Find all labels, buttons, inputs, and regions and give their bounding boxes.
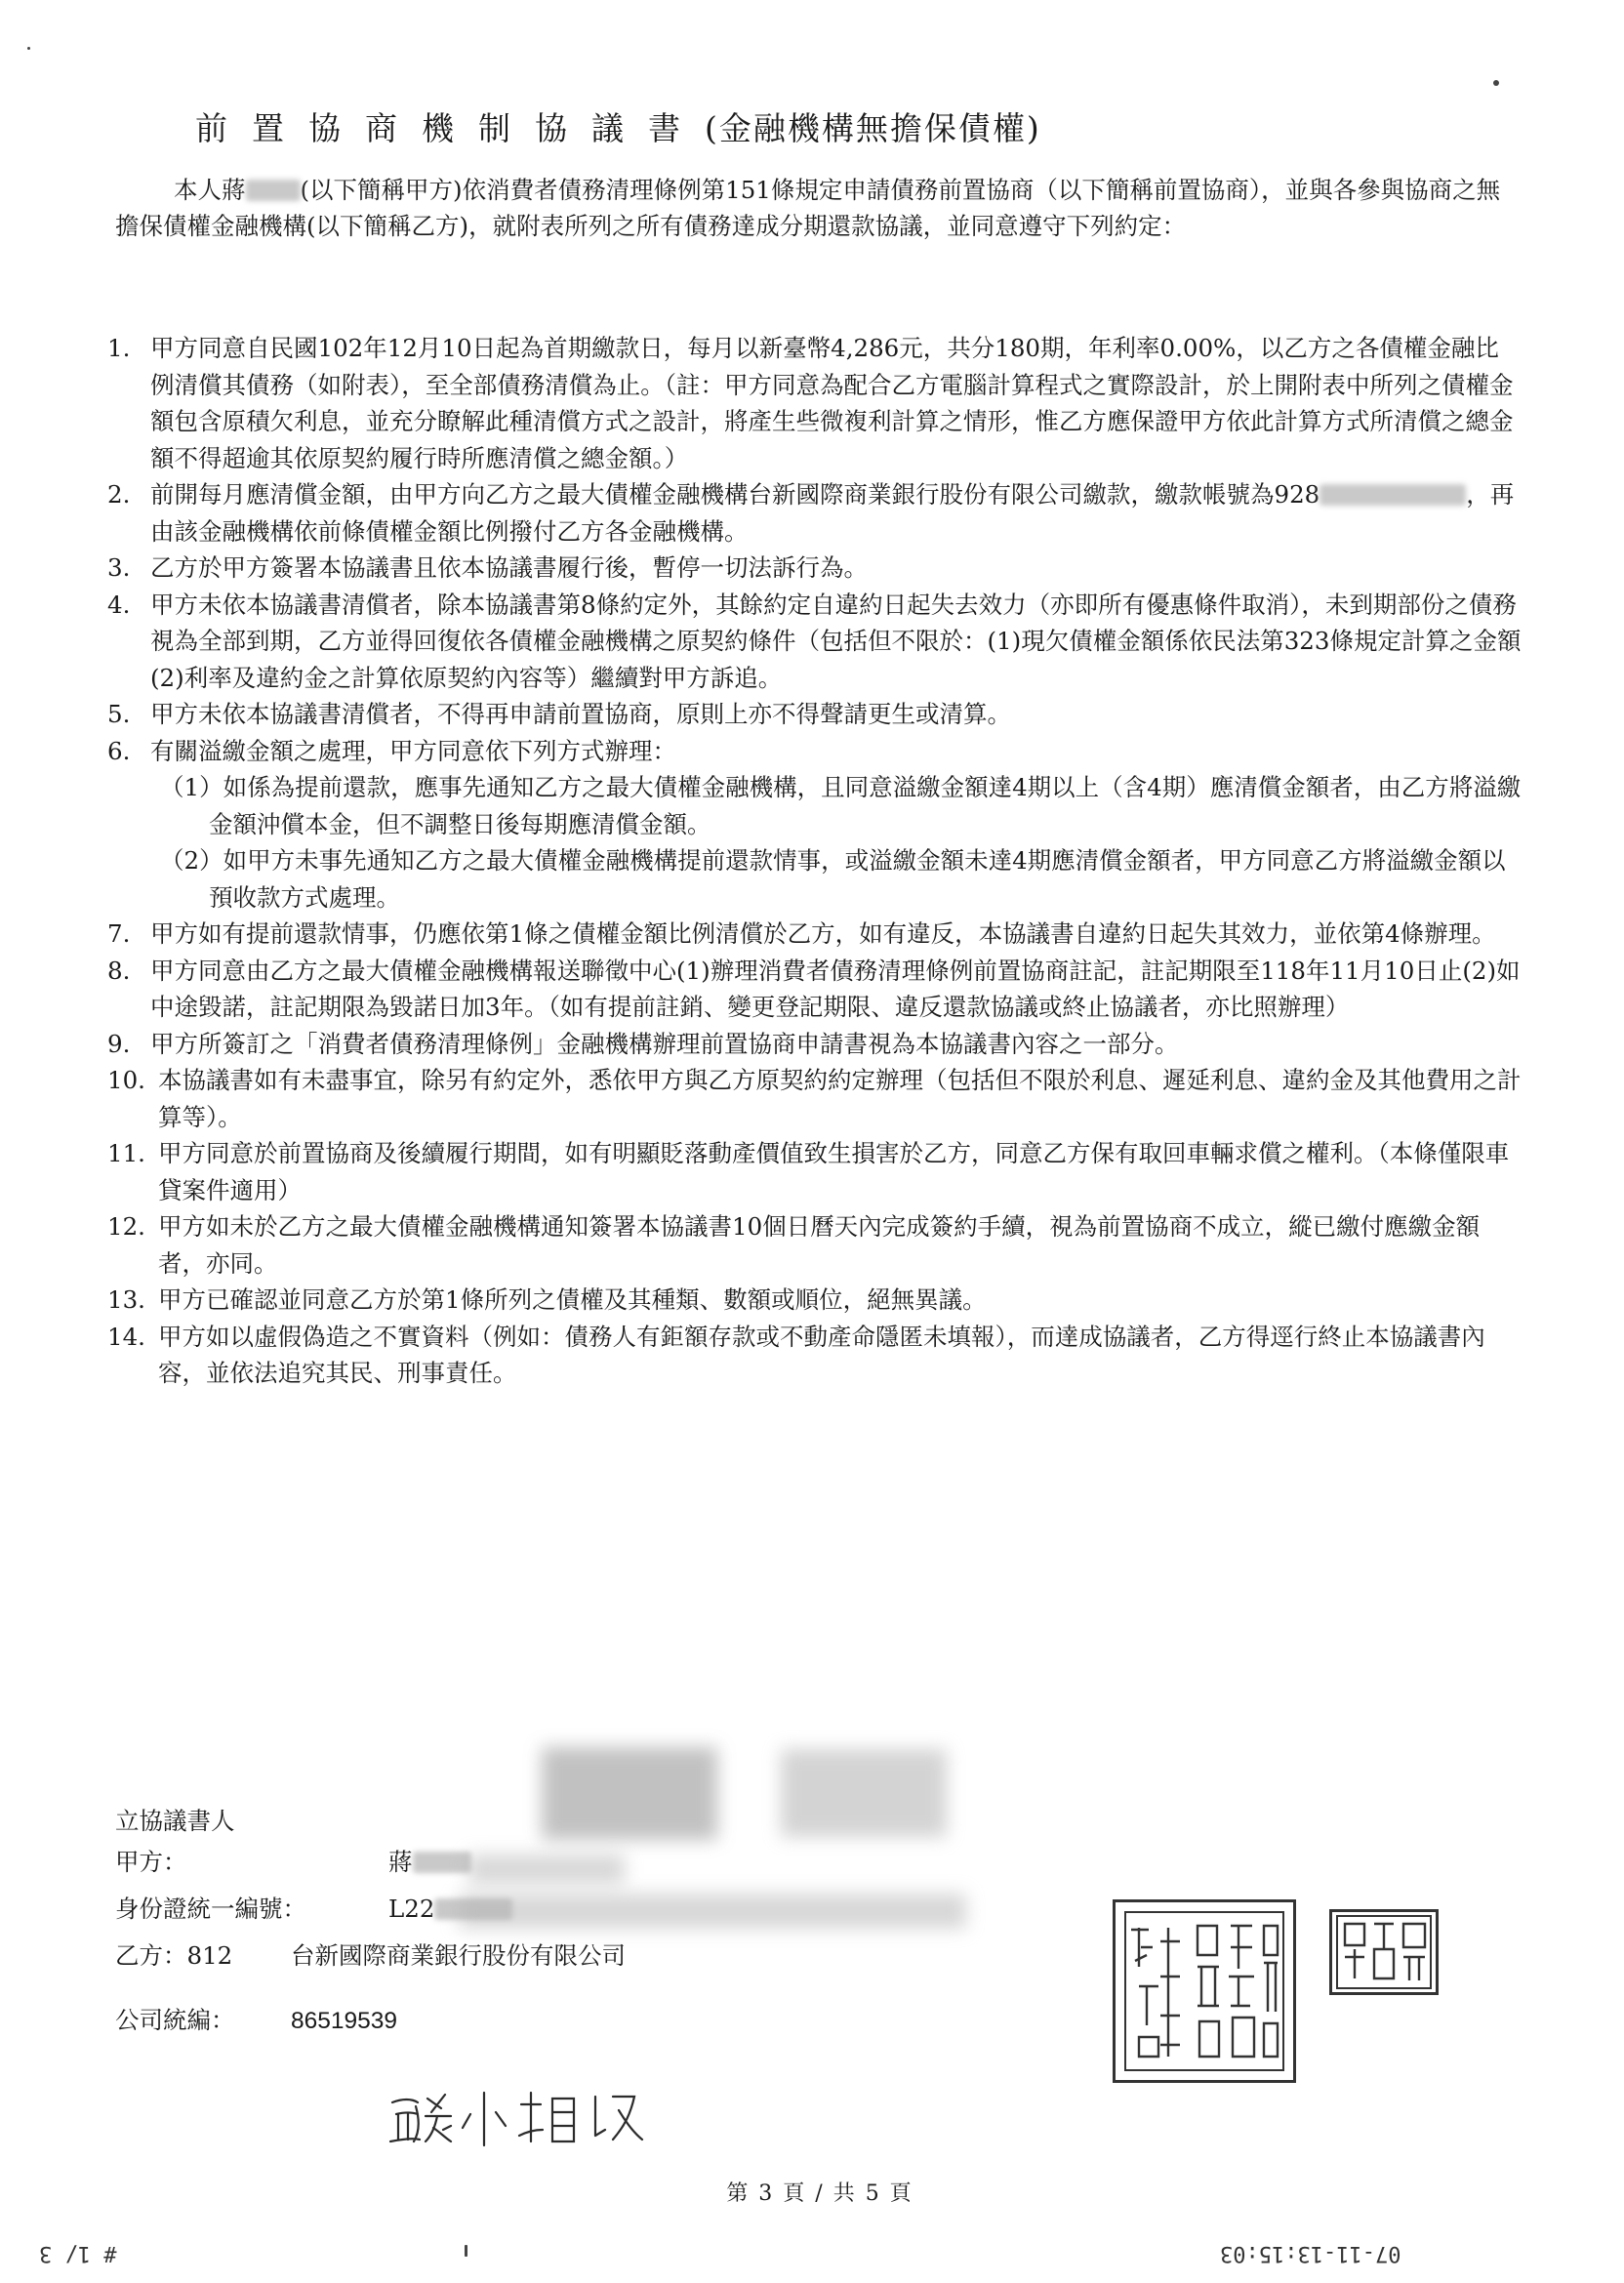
scan-speck [465,2245,467,2257]
small-seal-stamp [1329,1909,1439,1995]
clause-item [107,550,1522,587]
fax-timestamp: 07-11-13:15:03 [1220,2241,1401,2265]
clause-text: 甲方同意於前置協商及後續履行期間，如有明顯貶落動產價值致生損害於乙方，同意乙方保有取回車輛求償之權利。（本條僅限車貸案件適用） [158,1139,1510,1204]
clause-item [107,733,1522,917]
clause-number: 8. [107,956,131,985]
party-b-row [115,1938,626,1974]
redacted-id-number [459,1894,966,1929]
clause-number: 6. [107,736,131,765]
clause-item [107,330,1522,476]
clause-item [107,476,1522,550]
scan-speck [1493,80,1499,86]
clause-item [107,916,1522,953]
clause-text: 甲方如未於乙方之最大債權金融機構通知簽署本協議書10個日曆天內完成簽約手續，視為前置協商不成立，縱已繳付應繳金額者，亦同。 [158,1212,1481,1278]
clause-text: 甲方未依本協議書清償者，除本協議書第8條約定外，其餘約定自違約日起失去效力（亦即所有優惠條件取消），未到期部份之債務視為全部到期，乙方並得回復依各債權金融機構之原契約條件（包括但不限於：(1)現欠債權金額係依民法第323條規定計算之金額(2)利率及違約金之計算依原契約內容等）繼續對甲方訴追。 [150,590,1522,692]
redacted-signature [542,1747,717,1840]
clause-number: 12. [107,1212,145,1241]
party-a-row [115,1845,471,1880]
bank-seal-stamp [1113,1899,1296,2083]
clause-text: 甲方同意由乙方之最大債權金融機構報送聯徵中心(1)辦理消費者債務清理條例前置協商註記，註記期限至118年11月10日止(2)如中途毀諾，註記期限為毀諾日加3年。（如有提前註銷、變更登記期限、違反還款協議或終止協議者，亦比照辦理） [150,956,1521,1021]
company-no-row [115,2003,397,2039]
clause-number: 7. [107,919,131,948]
company-no-label: 公司統編： [115,2006,235,2034]
clause-number: 2. [107,480,131,509]
clause-item [107,1208,1522,1282]
clause-number: 1. [107,334,131,362]
redacted-party-a [413,1852,471,1873]
redacted-signature [781,1749,947,1837]
clause-item [107,1026,1522,1063]
sub-clause: （1）如係為提前還款，應事先通知乙方之最大債權金融機構，且同意溢繳金額達4期以上（含4期）應清償金額者，由乙方將溢繳金額沖償本金，但不調整日後每期應清償金額。 [160,773,1522,838]
id-value: L22 [388,1895,435,1923]
clause-list [107,330,1522,1392]
clause-text: 前開每月應清償金額，由甲方向乙方之最大債權金融機構台新國際商業銀行股份有限公司繳款，繳款帳號為928 [150,480,1320,509]
company-no: 86519539 [291,2008,398,2034]
scan-speck [27,47,30,50]
clause-item [107,953,1522,1026]
page-number: 第 3 頁 / 共 5 頁 [726,2181,914,2206]
handwritten-note [386,2085,689,2153]
sub-clause: （2）如甲方未事先通知乙方之最大債權金融機構提前還款情事，或溢繳金額未達4期應清償金額者，甲方同意乙方將溢繳金額以預收款方式處理。 [160,846,1506,912]
clause-text: 甲方如以虛假偽造之不實資料（例如：債務人有鉅額存款或不動產命隱匿未填報），而達成協議者，乙方得逕行終止本協議書內容，並依法追究其民、刑事責任。 [158,1322,1485,1387]
fax-page-counter: # 1/ 3 [39,2241,117,2265]
intro-text-b: (以下簡稱甲方)依消費者債務清理條例第151條規定申請債務前置協商（以下簡稱前置協商），並與各參與協商之無擔保債權金融機構(以下簡稱乙方)，就附表所列之所有債務達成分期還款協議，並同意遵守下列約定： [115,176,1501,240]
party-b-label: 乙方：812 [115,1941,233,1970]
redacted-name [246,180,301,201]
intro-paragraph [115,172,1521,244]
clause-text: 甲方已確認並同意乙方於第1條所列之債權及其種類、數額或順位，絕無異議。 [158,1285,987,1314]
clause-item [107,587,1522,697]
title-main: 前置協商機制協議書 [195,109,705,147]
document-title [195,103,1464,149]
clause-item [107,1282,1522,1319]
clause-text: 有關溢繳金額之處理，甲方同意依下列方式辦理： [150,736,676,765]
clause-text: 本協議書如有未盡事宜，除另有約定外，悉依甲方與乙方原契約約定辦理（包括但不限於利息、遲延利息、違約金及其他費用之計算等）。 [158,1066,1522,1131]
redacted-signature [468,1855,625,1884]
clause-text: 甲方未依本協議書清償者，不得再申請前置協商，原則上亦不得聲請更生或清算。 [150,700,1011,728]
clause-number: 14. [107,1322,145,1351]
id-row [115,1892,512,1927]
party-b-name: 台新國際商業銀行股份有限公司 [291,1941,626,1970]
clause-item [107,696,1522,733]
clause-item [107,1062,1522,1135]
party-a-name: 蔣 [388,1848,413,1876]
clause-number: 11. [107,1139,145,1167]
small-seal-graphic [1335,1914,1433,1990]
clause-text: 甲方所簽訂之「消費者債務清理條例」金融機構辦理前置協商申請書視為本協議書內容之一部分。 [150,1029,1179,1058]
clause-text: 甲方同意自民國102年12月10日起為首期繳款日，每月以新臺幣4,286元，共分180期，年利率0.00%，以乙方之各債權金融比例清償其債務（如附表），至全部債務清償為止。（註：甲方同意為配合乙方電腦計算程式之實際設計，於上開附表中所列之債權金額包含原積欠利息，並充分瞭解此種清償方式之設計，將產生些微複利計算之情形，惟乙方應保證甲方依此計算方式所清償之總金額不得超逾其依原契約履行時所應清償之總金額。） [150,334,1514,472]
clause-number: 4. [107,590,131,619]
clause-item [107,1319,1522,1392]
redacted-account [1320,484,1466,506]
clause-text: ，再由該金融機構依前條債權金額比例撥付乙方各金融機構。 [150,480,1515,546]
title-paren: (金融機構無擔保債權) [705,109,1041,147]
clause-item [107,1135,1522,1208]
clause-text: 乙方於甲方簽署本協議書且依本協議書履行後，暫停一切法訴行為。 [150,553,868,582]
clause-number: 3. [107,553,131,582]
clause-text: 甲方如有提前還款情事，仍應依第1條之債權金額比例清償於乙方，如有違反，本協議書自違約日起失其效力，並依第4條辦理。 [150,919,1496,948]
signatory-heading: 立協議書人 [115,1807,235,1835]
clause-number: 9. [107,1029,131,1058]
party-a-label: 甲方： [115,1848,187,1876]
clause-number: 13. [107,1285,145,1314]
bank-seal-graphic [1121,1908,1287,2074]
clause-number: 5. [107,700,131,728]
clause-number: 10. [107,1066,145,1094]
id-label: 身份證統一編號： [115,1895,306,1923]
intro-text-a: 本人蔣 [174,176,246,204]
